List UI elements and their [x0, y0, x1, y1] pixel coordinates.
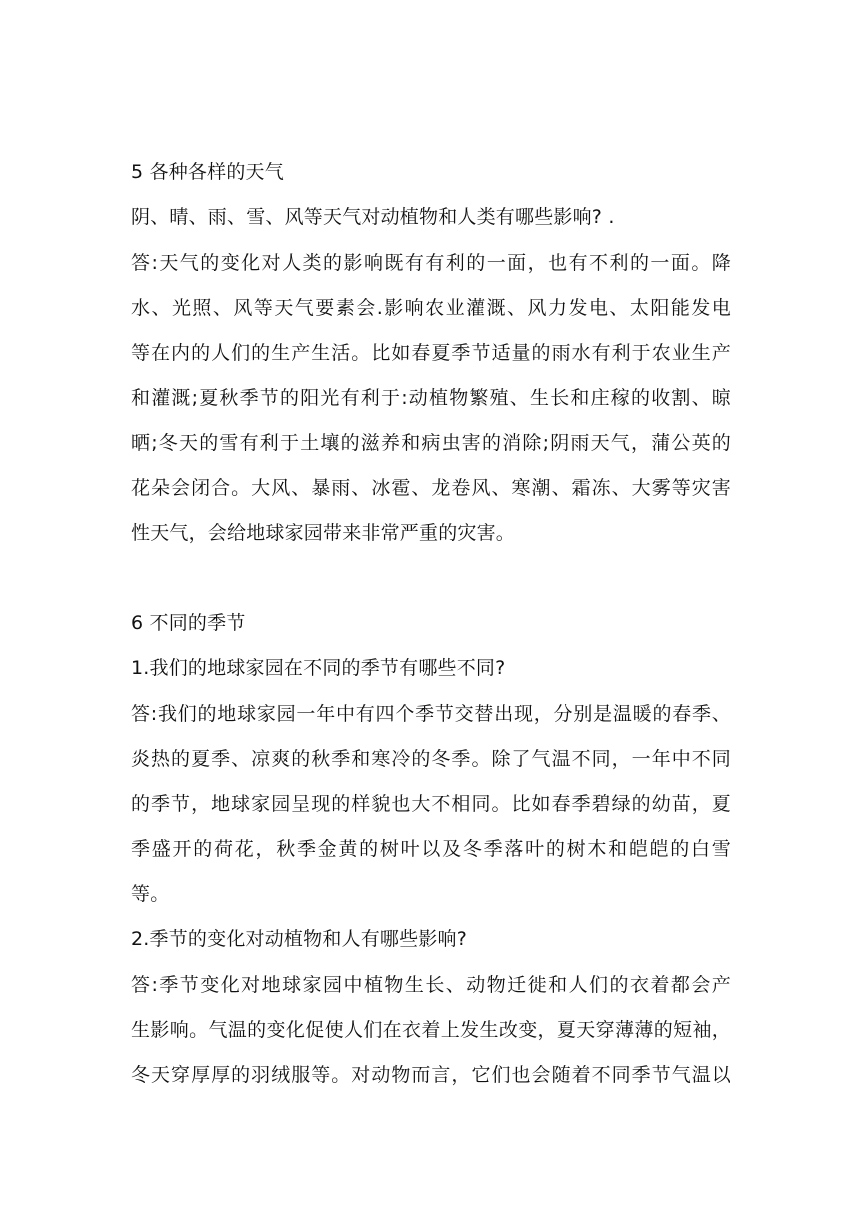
- section-6-question-1: 1.我们的地球家园在不同的季节有哪些不同?: [131, 657, 506, 679]
- section-5-answer-line: 等在内的人们的生产生活。比如春夏季节适量的雨水有利于农业生产: [131, 342, 731, 364]
- section-6-question-2: 2.季节的变化对动植物和人有哪些影响?: [131, 928, 468, 950]
- section-6-answer-1-line: 炎热的夏季、凉爽的秋季和寒冷的冬季。除了气温不同，一年中不同: [131, 748, 731, 770]
- section-6-answer-1-line: 季盛开的荷花，秋季金黄的树叶以及冬季落叶的树木和皑皑的白雪: [131, 838, 731, 860]
- section-5-answer-line: 晒;冬天的雪有利于土壤的滋养和病虫害的消除;阴雨天气，蒲公英的: [131, 432, 731, 454]
- section-5-answer-line: 性天气，会给地球家园带来非常严重的灾害。: [131, 522, 516, 544]
- section-5-answer-line: 答:天气的变化对人类的影响既有有利的一面，也有不利的一面。降: [131, 252, 731, 274]
- section-5-answer-line: 和灌溉;夏秋季节的阳光有利于:动植物繁殖、生长和庄稼的收割、晾: [131, 387, 731, 409]
- section-6-heading: 6 不同的季节: [131, 612, 246, 634]
- section-6-answer-1-line: 等。: [131, 883, 170, 905]
- section-6-answer-2-line: 答:季节变化对地球家园中植物生长、动物迁徙和人们的衣着都会产: [131, 974, 731, 996]
- section-5-answer-line: 水、光照、风等天气要素会.影响农业灌溉、风力发电、太阳能发电: [131, 297, 731, 319]
- section-6-answer-1-line: 的季节，地球家园呈现的样貌也大不相同。比如春季碧绿的幼苗，夏: [131, 793, 731, 815]
- section-6-answer-2-line: 生影响。气温的变化促使人们在衣着上发生改变，夏天穿薄薄的短袖，: [131, 1019, 731, 1041]
- section-5-question: 阴、晴、雨、雪、风等天气对动植物和人类有哪些影响? .: [131, 206, 615, 228]
- section-6-answer-2-line: 冬天穿厚厚的羽绒服等。对动物而言，它们也会随着不同季节气温以: [131, 1064, 731, 1086]
- section-5-answer-line: 花朵会闭合。大风、暴雨、冰雹、龙卷风、寒潮、霜冻、大雾等灾害: [131, 477, 731, 499]
- section-5-heading: 5 各种各样的天气: [131, 161, 284, 183]
- section-6-answer-1-line: 答:我们的地球家园一年中有四个季节交替出现，分别是温暖的春季、: [131, 703, 731, 725]
